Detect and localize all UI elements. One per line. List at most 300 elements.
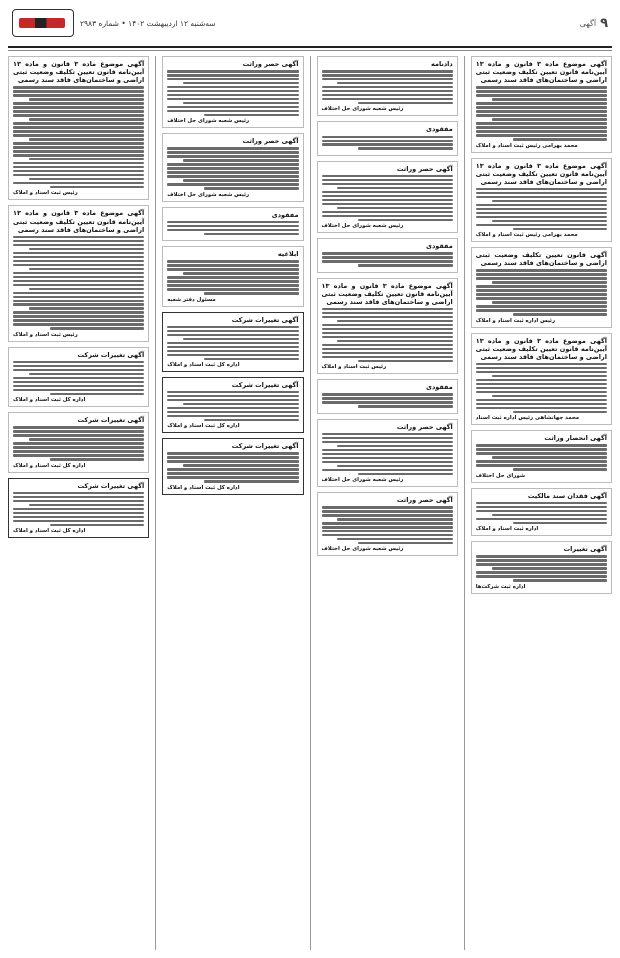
text-line [322,256,453,258]
text-line [50,458,145,460]
page-marker [580,16,608,31]
notice-signature: اداره کل ثبت اسناد و املاک [167,484,240,491]
text-line [13,454,144,456]
text-line [476,94,607,96]
text-line [13,182,144,184]
text-line [476,102,607,104]
text-line [167,395,298,397]
text-line [322,530,453,532]
text-line [167,86,298,88]
notice-signature: رئیس شعبه شورای حل اختلاف [167,118,250,125]
text-line [476,460,607,462]
notice-title: آگهی تغییرات شرکت [77,481,145,490]
notice-signature: رئیس شعبه شورای حل اختلاف [321,546,404,553]
text-line [476,367,607,369]
text-line [476,383,607,385]
notice-title: مفقودی [426,242,453,251]
text-line [29,307,145,309]
text-line [476,192,607,194]
text-line [167,221,298,223]
notice-title: آگهی موضوع ماده ۳ قانون و ماده ۱۳ آیین‌نامه قانون تعیین تکلیف وضعیت ثبتی اراضی و ساختمان‌های فاقد سند رسمی [475,60,607,85]
notice [317,492,458,556]
text-line [13,134,144,136]
notice-body [13,361,144,395]
text-line [13,130,144,132]
text-line [13,516,144,518]
text-line [204,419,299,421]
text-line [167,468,298,470]
text-line [13,377,144,379]
notice [471,430,612,482]
text-line [322,70,453,72]
text-line [167,147,298,149]
text-line [322,74,453,76]
text-line [13,122,144,124]
text-line [322,90,453,92]
masthead-brand [12,9,216,37]
text-line [476,444,607,446]
text-line [13,244,144,246]
text-line [167,110,298,112]
text-line [322,534,453,536]
text-line [167,354,298,356]
text-line [476,363,607,365]
notice-signature: اداره کل ثبت اسناد و املاک [13,462,86,469]
text-line [476,387,607,389]
notice-title: آگهی حصر وراثت [242,137,299,146]
text-line [13,369,144,371]
text-line [204,114,299,116]
text-line [29,288,145,290]
text-line [476,391,607,393]
text-line [476,122,607,124]
text-line [167,330,298,332]
text-line [167,171,298,173]
text-line [492,98,608,100]
text-line [13,264,144,266]
text-line [337,320,453,322]
text-line [322,506,453,508]
text-line [337,340,453,342]
text-line [13,170,144,172]
text-line [322,433,453,435]
text-line [13,174,144,176]
text-line [492,301,608,303]
notice-title: آگهی حصر وراثت [396,496,453,505]
text-line [492,281,608,283]
text-line [167,415,298,417]
text-line [13,446,144,448]
text-line [13,300,144,302]
text-line [167,268,298,270]
text-line [322,332,453,334]
notice [162,438,303,494]
text-line [476,571,607,573]
notice-body [167,260,298,294]
text-line [476,575,607,577]
notice [8,205,149,341]
text-line [183,159,299,161]
notice-signature: اداره کل ثبت اسناد و املاک [167,423,240,430]
text-line [322,98,453,100]
text-line [322,143,453,145]
text-line [167,155,298,157]
columns-container [8,56,612,950]
text-line [476,269,607,271]
notice-title: مفقودی [426,383,453,392]
notice-signature: اداره کل ثبت اسناد و املاک [13,397,86,404]
notice [162,133,303,201]
notice [8,56,149,200]
text-line [322,94,453,96]
notice-body [476,363,607,413]
text-line [13,166,144,168]
text-line [204,480,299,482]
text-line [167,163,298,165]
text-line [167,225,298,227]
text-line [204,187,299,189]
text-line [167,264,298,266]
text-line [13,303,144,305]
text-line [322,211,453,213]
text-line [322,324,453,326]
text-line [322,191,453,193]
notice-title: آگهی حصر وراثت [396,422,453,431]
notice-body [322,136,453,150]
text-line [322,136,453,138]
text-line [13,442,144,444]
text-line [476,285,607,287]
text-line [13,315,144,317]
notice [471,56,612,153]
text-line [476,208,607,210]
notice-body [476,555,607,581]
text-line [167,476,298,478]
notice [471,158,612,243]
text-line [358,405,453,407]
text-line [492,395,608,397]
notice-body [322,506,453,544]
text-line [167,167,298,169]
text-line [29,373,145,375]
text-line [322,514,453,516]
text-line [13,240,144,242]
notice-body [476,86,607,140]
text-line [476,90,607,92]
text-line [50,524,145,526]
text-line [476,204,607,206]
notice-body [167,326,298,360]
text-line [13,361,144,363]
notice-title: آگهی حصر وراثت [242,60,299,68]
text-line [322,86,453,88]
text-line [167,175,298,177]
text-line [322,203,453,205]
text-line [513,228,608,230]
text-line [358,102,453,104]
notice-body [476,188,607,230]
notice-signature: اداره کل ثبت اسناد و املاک [13,527,86,534]
text-line [322,344,453,346]
text-line [167,456,298,458]
notice-body [476,444,607,470]
notice-body [476,502,607,524]
text-line [13,236,144,238]
text-line [322,199,453,201]
text-line [167,276,298,278]
text-line [476,106,607,108]
notice-title: آگهی تغییرات [563,545,607,554]
notice [317,238,458,272]
notice-title: آگهی تغییرات شرکت [231,315,299,324]
text-line [322,397,453,399]
notice [317,419,458,487]
text-line [492,220,608,222]
notice-signature: رئیس ثبت اسناد و املاک [13,331,78,338]
notice-body [322,393,453,407]
notice-title: آگهی موضوع ماده ۳ قانون و ماده ۱۳ آیین‌نامه قانون تعیین تکلیف وضعیت ثبتی اراضی و ساختمان‌های فاقد سند رسمی [321,281,453,306]
text-line [13,426,144,428]
text-line [476,555,607,557]
brand-logo [12,9,74,37]
text-line [492,118,608,120]
text-line [167,407,298,409]
text-line [183,179,299,181]
text-line [476,563,607,565]
text-line [322,78,453,80]
text-line [13,150,144,152]
text-line [13,126,144,128]
text-line [476,86,607,88]
notice-signature: رئیس ثبت اسناد و املاک [321,364,387,371]
text-line [322,401,453,403]
text-line [13,106,144,108]
text-line [322,215,453,217]
text-line [167,280,298,282]
text-line [183,272,299,274]
text-line [167,284,298,286]
text-line [167,70,298,72]
text-line [29,158,145,160]
text-line [492,200,608,202]
notice-title: آگهی تغییرات شرکت [77,416,145,425]
notice-signature: رئیس شعبه شورای حل اختلاف [321,223,404,230]
notice-body [322,308,453,362]
text-line [167,350,298,352]
text-line [13,86,144,88]
text-line [492,514,608,516]
text-line [183,464,299,466]
text-line [322,328,453,330]
column-1 [471,56,612,950]
text-line [322,393,453,395]
notice-title: آگهی موضوع ماده ۳ قانون و ماده ۱۳ آیین‌نامه قانون تعیین تکلیف وضعیت ثبتی اراضی و ساختمان‌های فاقد سند رسمی [475,161,607,186]
text-line [13,256,144,258]
text-line [322,449,453,451]
text-line [322,441,453,443]
text-line [322,356,453,358]
text-line [29,118,145,120]
text-line [513,522,608,524]
text-line [167,346,298,348]
text-line [13,496,144,498]
text-line [322,461,453,463]
text-line [183,82,299,84]
text-line [358,147,453,149]
text-line [13,381,144,383]
text-line [29,504,145,506]
text-line [29,138,145,140]
text-line [50,186,145,188]
text-line [13,311,144,313]
text-line [183,102,299,104]
text-line [358,360,453,362]
text-line [167,342,298,344]
column-2 [317,56,458,950]
text-line [476,379,607,381]
text-line [167,94,298,96]
text-line [13,102,144,104]
notice-signature: اداره ثبت اسناد و املاک [475,526,539,533]
text-line [13,154,144,156]
dateline: سه‌شنبه ۱۲ اردیبهشت ۱۴۰۲ • شماره ۲۹۸۳ [80,18,216,28]
notice [162,207,303,241]
text-line [337,538,453,540]
text-line [476,188,607,190]
text-line [476,403,607,405]
notice-body [322,70,453,104]
text-line [13,434,144,436]
notice-title: ابلاغیه [277,250,299,259]
text-line [13,492,144,494]
text-line [476,510,607,512]
text-line [476,114,607,116]
text-line [13,252,144,254]
notice-body [322,175,453,221]
text-line [513,411,608,413]
notice-title: آگهی تغییرات شرکت [231,380,299,389]
text-line [204,292,299,294]
text-line [13,110,144,112]
text-line [322,260,453,262]
text-line [50,327,145,329]
text-line [513,468,608,470]
text-line [476,452,607,454]
text-line [13,512,144,514]
text-line [167,411,298,413]
notice-signature: رئیس ثبت اسناد و املاک [13,190,78,197]
notice-body [167,391,298,421]
notice-signature: رئیس شعبه شورای حل اختلاف [321,106,404,113]
notice [317,161,458,233]
text-line [204,233,299,235]
notice [471,333,612,426]
column-4 [8,56,149,950]
text-line [13,284,144,286]
text-line [13,276,144,278]
text-line [337,207,453,209]
divider [8,50,612,51]
text-line [476,212,607,214]
notice-signature: رئیس شعبه شورای حل اختلاف [321,477,404,484]
text-line [492,567,608,569]
page-label: آگهی [579,18,597,28]
text-line [183,403,299,405]
notice-body [13,86,144,188]
text-line [322,457,453,459]
text-line [358,219,453,221]
text-line [167,472,298,474]
text-line [322,510,453,512]
text-line [167,399,298,401]
text-line [13,280,144,282]
text-line [29,268,145,270]
notice-title: آگهی انحصار وراثت [544,434,607,443]
text-line [476,126,607,128]
text-line [322,308,453,310]
text-line [476,277,607,279]
text-line [476,559,607,561]
notice-title: مفقودی [271,210,299,219]
text-line [167,391,298,393]
text-line [476,309,607,311]
notice-signature: اداره ثبت شرکت‌ها [475,583,526,590]
text-line [167,452,298,454]
text-line [322,140,453,142]
text-line [322,183,453,185]
notice-body [476,269,607,315]
text-line [167,151,298,153]
text-line [322,437,453,439]
text-line [322,312,453,314]
text-line [322,179,453,181]
notice-signature: محمد جهانشاهی رئیس اداره ثبت اسناد [475,415,580,422]
text-line [476,293,607,295]
notice [162,377,303,433]
text-line [13,389,144,391]
notice-signature: اداره کل ثبت اسناد و املاک [167,361,240,368]
text-line [183,338,299,340]
notice [162,56,303,128]
notice-body [167,452,298,482]
notice [471,247,612,327]
text-line [13,272,144,274]
text-line [476,110,607,112]
text-line [167,183,298,185]
text-line [358,264,453,266]
text-line [476,216,607,218]
text-line [476,506,607,508]
text-line [13,385,144,387]
text-line [167,288,298,290]
text-line [322,336,453,338]
notice-title: آگهی تغییرات شرکت [231,442,299,451]
text-line [322,348,453,350]
text-line [492,375,608,377]
column-separator [155,56,156,950]
notice-title: آگهی قانون تعیین تکلیف وضعیت ثبتی اراضی و ساختمان‌های فاقد سند رسمی [475,251,607,268]
text-line [13,365,144,367]
text-line [13,508,144,510]
notice-signature: محمد بهرامی رئیس ثبت اسناد و املاک [475,142,578,149]
text-line [13,292,144,294]
notice [317,56,458,116]
notice [317,121,458,155]
text-line [322,469,453,471]
text-line [476,502,607,504]
notice-title: آگهی موضوع ماده ۳ قانون و ماده ۱۳ آیین‌نامه قانون تعیین تکلیف وضعیت ثبتی اراضی و ساختمان‌های فاقد سند رسمی [13,209,145,234]
text-line [322,195,453,197]
